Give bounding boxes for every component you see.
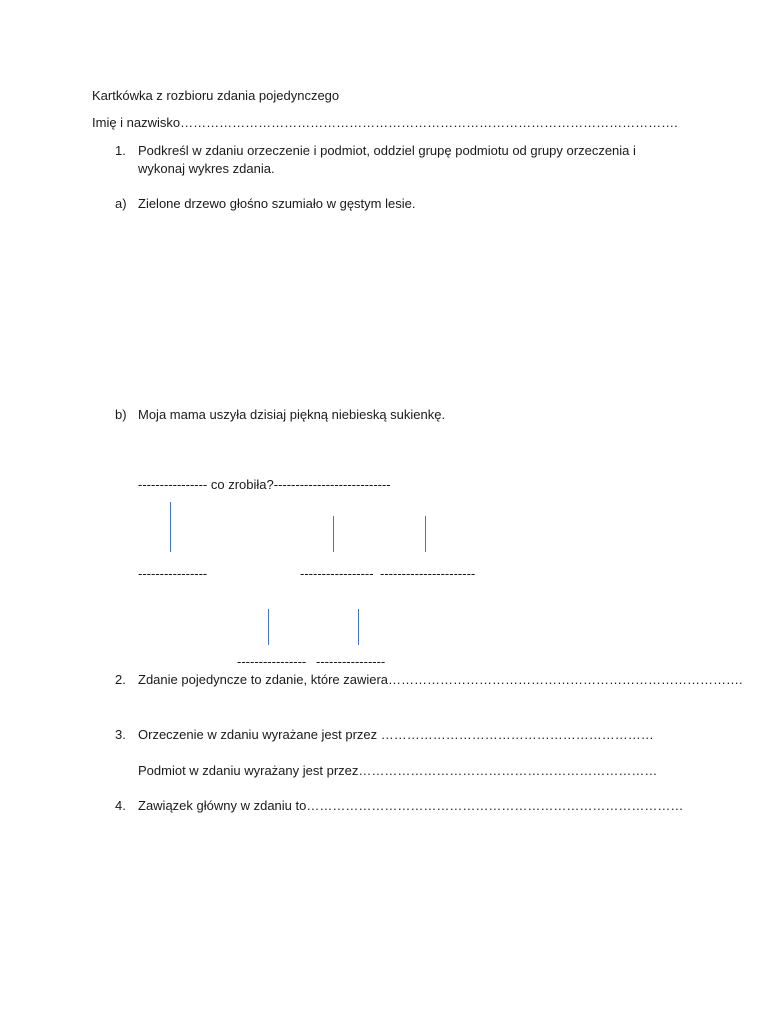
task-3-line2: Podmiot w zdaniu wyrażany jest przez…………………………………………………………… xyxy=(138,763,658,778)
name-field-line: Imię i nazwisko……………………………………………………………………………………………………. xyxy=(92,115,678,130)
task-1b-sentence: Moja mama uszyła dzisiaj piękną niebieską sukienkę. xyxy=(138,407,446,422)
task-2-text: Zdanie pojedyncze to zdanie, które zawiera………………………………………………………………………. xyxy=(138,672,743,687)
task-3-number: 3. xyxy=(115,727,126,742)
diagram-connector-right xyxy=(425,516,426,552)
diagram-bottom-right: ---------------- xyxy=(316,654,386,669)
task-3-line1: Orzeczenie w zdaniu wyrażane jest przez ……………………………………………………… xyxy=(138,727,654,742)
diagram-connector-center xyxy=(333,516,334,552)
worksheet-title: Kartkówka z rozbioru zdania pojedynczego xyxy=(92,88,340,103)
diagram-connector-left xyxy=(170,502,171,552)
task-1a-sentence: Zielone drzewo głośno szumiało w gęstym lesie. xyxy=(138,196,416,211)
diagram-mid-left: ---------------- xyxy=(138,566,208,581)
task-4-number: 4. xyxy=(115,798,126,813)
diagram-top-row: ---------------- co zrobiła?--------------------------- xyxy=(138,477,391,492)
diagram-mid-right: ---------------------- xyxy=(380,566,476,581)
task-2-number: 2. xyxy=(115,672,126,687)
diagram-mid-center: ----------------- xyxy=(300,566,374,581)
task-4-text: Zawiązek główny w zdaniu to…………………………………………………………………………… xyxy=(138,798,684,813)
task-1-instruction-line1: Podkreśl w zdaniu orzeczenie i podmiot, oddziel grupę podmiotu od grupy orzeczenia i xyxy=(138,143,636,158)
diagram-connector-lower-left xyxy=(268,609,269,645)
task-1b-label: b) xyxy=(115,407,127,422)
task-1-number: 1. xyxy=(115,143,126,158)
diagram-bottom-left: ---------------- xyxy=(237,654,307,669)
task-1-instruction-line2: wykonaj wykres zdania. xyxy=(138,161,275,176)
task-1a-label: a) xyxy=(115,196,127,211)
diagram-connector-lower-right xyxy=(358,609,359,645)
